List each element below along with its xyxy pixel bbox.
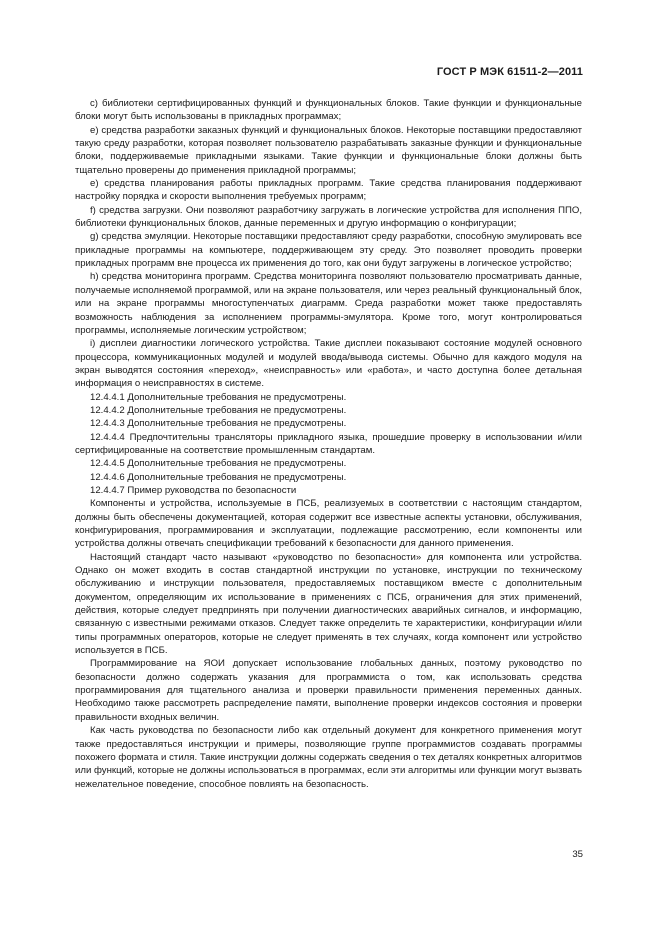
standard-header: ГОСТ Р МЭК 61511-2—2011	[436, 66, 583, 78]
clause-12-4-4-6: 12.4.4.6 Дополнительные требования не предусмотрены.	[90, 471, 347, 483]
clause-12-4-4-1: 12.4.4.1 Дополнительные требования не предусмотрены.	[90, 391, 347, 403]
clause-12-4-4-7: 12.4.4.7 Пример руководства по безопасности	[90, 484, 297, 496]
paragraph-guidelines: Как часть руководства по безопасности либо как отдельный документ для конкретного применения могут также предоставляться инструкции и примеры, позволяющие группе программистов создавать программы похожего формата и стиля. Такие инструкции должны содержать сведения о тех деталях конкретных алгоритмов или функций, которые не должны использоваться в программах, если эти алгоритмы или функции могут вызвать нежелательное поведение, способное повлиять на безопасность.	[75, 725, 582, 790]
paragraph-list-c: c) библиотеки сертифицированных функций и функциональных блоков. Такие функции и функциональные блоки могут быть использованы в прикладных программах;	[75, 98, 582, 123]
paragraph-list-f: f) средства загрузки. Они позволяют разработчику загружать в логические устройства для исполнения ППО, библиотеки функциональных блоков, данные переменных и другую информацию о конфигурации;	[75, 204, 582, 230]
clause-12-4-4-4: 12.4.4.4 Предпочтительны трансляторы прикладного языка, прошедшие проверку в использовании и/или сертифицированные на соответствие промышленным стандартам.	[75, 431, 582, 456]
clause-12-4-4-5: 12.4.4.5 Дополнительные требования не предусмотрены.	[90, 458, 347, 470]
clause-12-4-4-3: 12.4.4.3 Дополнительные требования не предусмотрены.	[90, 418, 347, 430]
paragraph-list-e-1: e) средства разработки заказных функций и функциональных блоков. Некоторые поставщики предоставляют такую среду разработки, которая позволяет пользователю разрабатывать заказные функции и функциональные блоки, поддерживаемые прикладными языками. Такие функции и функциональные блоки должны быть тщательно проверены до применения прикладной программы;	[75, 124, 582, 176]
paragraph-fvl-programming: Программирование на ЯОИ допускает использование глобальных данных, поэтому руководство по безопасности должно содержать указания для программиста о том, как использовать средства программирования для тщательного анализа и проверки правильности применения переменных данных. Необходимо также рассмотреть распределение памяти, выполнение проверки индексов состояния и проверки правильности входных величин.	[75, 658, 582, 723]
page-number: 35	[572, 849, 583, 860]
paragraph-list-h: h) средства мониторинга программ. Средства мониторинга позволяют пользователю просматривать данные, получаемые исполняемой программой, или на экране пользователя, или через реальный функциональный блок, или на экране программы многоступенчатых диаграмм. Среда разработки может также предоставлять возможность наблюдения за исполнением программы-эмулятора. Кроме того, могут контролироваться программы, исполняемые логическим устройством;	[75, 271, 582, 336]
paragraph-list-i: i) дисплеи диагностики логического устройства. Такие дисплеи показывают состояние модулей основного процессора, коммуникационных модулей и модулей ввода/вывода системы. Обычно для каждого модуля на экран выводятся состояния «переход», «неисправность» или «работа», и часто доступна более детальная информация о неисправностях в системе.	[75, 338, 582, 390]
clause-12-4-4-2: 12.4.4.2 Дополнительные требования не предусмотрены.	[90, 404, 347, 416]
paragraph-list-e-2: e) средства планирования работы прикладных программ. Такие средства планирования поддерживают настройку порядка и скорости выполнения требуемых программ;	[75, 178, 582, 203]
paragraph-components: Компоненты и устройства, используемые в ПСБ, реализуемых в соответствии с настоящим стандартом, должны быть обеспечены документацией, которая содержит все известные аспекты установки, обслуживания, конфигурирования, программирования и эксплуатации, подлежащие рассмотрению, если компоненты или устройства должны отвечать спецификации требований к безопасности для данного применения.	[75, 498, 582, 550]
paragraph-list-g: g) средства эмуляции. Некоторые поставщики предоставляют среду разработки, способную эмулировать все прикладные программы на компьютере, поддерживающем эту среду. Это позволяет проводить проверки прикладных программ вне процесса их применения до того, как они будут загружены в логическое устройство;	[75, 231, 582, 270]
document-body	[75, 97, 582, 791]
paragraph-safety-manual: Настоящий стандарт часто называют «руководство по безопасности» для компонента или устройства. Однако он может входить в состав стандартной инструкции по установке, инструкции по техническому обслуживанию и инструкции пользователя, предоставляемых поставщиком вместе с дополнительным документом, определяющим их использование в применениях с ПСБ, ограничения для этих применений, действия, которые следует предпринять при получении диагностических аварийных сигналов, и информацию, связанную с известными режимами отказов. Следует также определить те характеристики, конфигурации и/или типы программных операторов, которые не следует применять в тех случаях, когда компонент или устройство используется в ПСБ.	[75, 551, 582, 657]
